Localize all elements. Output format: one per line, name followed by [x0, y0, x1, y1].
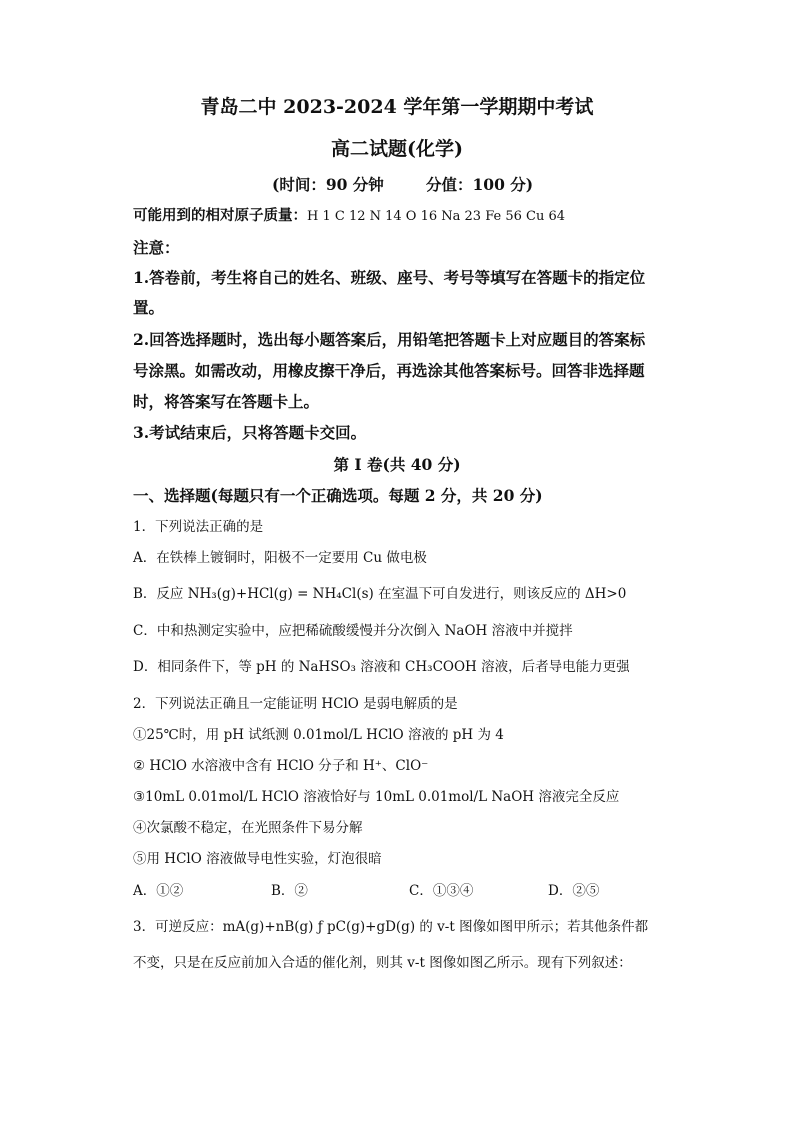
question-2-option-c: C．①③④	[409, 883, 474, 899]
notice-line: 2.回答选择题时，选出每小题答案后，用铅笔把答题卡上对应题目的答案标	[133, 330, 646, 349]
part-heading: 一、选择题(每题只有一个正确选项。每题 2 分，共 20 分)	[133, 486, 543, 505]
notice-line: 号涂黑。如需改动，用橡皮擦干净后，再选涂其他答案标号。回答非选择题	[133, 361, 645, 380]
notice-line: 置。	[133, 298, 165, 317]
question-2-item: ⑤用 HClO 溶液做导电性实验，灯泡很暗	[133, 851, 382, 867]
question-3-line-1: 3．可逆反应：mA(g)+nB(g) ƒ pC(g)+gD(g) 的 v-t 图像如图甲所示；若其他条件都	[133, 919, 649, 935]
question-2-item: ③10mL 0.01mol/L HClO 溶液恰好与 10mL 0.01mol/L NaOH 溶液完全反应	[133, 789, 620, 805]
question-2-option-a: A．①②	[133, 883, 184, 899]
exam-time: (时间：90 分钟	[272, 175, 384, 194]
exam-score: 分值：100 分)	[426, 175, 534, 194]
atomic-masses-values: H 1 C 12 N 14 O 16 Na 23 Fe 56 Cu 64	[307, 209, 566, 224]
question-2-item: ② HClO 水溶液中含有 HClO 分子和 H⁺、ClO⁻	[133, 758, 429, 774]
question-1-option-c: C．中和热测定实验中，应把稀硫酸缓慢并分次倒入 NaOH 溶液中并搅拌	[133, 623, 573, 639]
exam-subtitle: 高二试题(化学)	[331, 138, 463, 160]
question-2-stem: 2．下列说法正确且一定能证明 HClO 是弱电解质的是	[133, 696, 458, 712]
exam-title: 青岛二中 2023-2024 学年第一学期期中考试	[200, 96, 594, 118]
notice-line: 时，将答案写在答题卡上。	[133, 392, 320, 411]
volume-heading: 第 I 卷(共 40 分)	[333, 455, 461, 474]
question-1-option-a: A．在铁棒上镀铜时，阳极不一定要用 Cu 做电极	[133, 550, 427, 566]
question-2-option-d: D．②⑤	[548, 883, 600, 899]
question-1-stem: 1．下列说法正确的是	[133, 519, 264, 535]
question-1-option-b: B．反应 NH₃(g)+HCl(g) = NH₄Cl(s) 在室温下可自发进行，则该反应的 ΔH>0	[133, 586, 627, 602]
atomic-masses-label: 可能用到的相对原子质量：	[133, 207, 307, 224]
question-2-item: ①25℃时，用 pH 试纸测 0.01mol/L HClO 溶液的 pH 为 4	[133, 727, 504, 743]
atomic-masses	[133, 204, 565, 225]
notice-line: 1.答卷前，考生将自己的姓名、班级、座号、考号等填写在答题卡的指定位	[133, 268, 646, 287]
question-2-item: ④次氯酸不稳定，在光照条件下易分解	[133, 820, 363, 836]
notice-line: 3.考试结束后，只将答题卡交回。	[133, 423, 367, 442]
question-1-option-d: D．相同条件下，等 pH 的 NaHSO₃ 溶液和 CH₃COOH 溶液，后者导电能力更强	[133, 659, 630, 675]
question-2-option-b: B．②	[271, 883, 308, 899]
notice-heading: 注意：	[133, 238, 180, 257]
question-3-line-2: 不变，只是在反应前加入合适的催化剂，则其 v-t 图像如图乙所示。现有下列叙述：	[133, 955, 632, 971]
